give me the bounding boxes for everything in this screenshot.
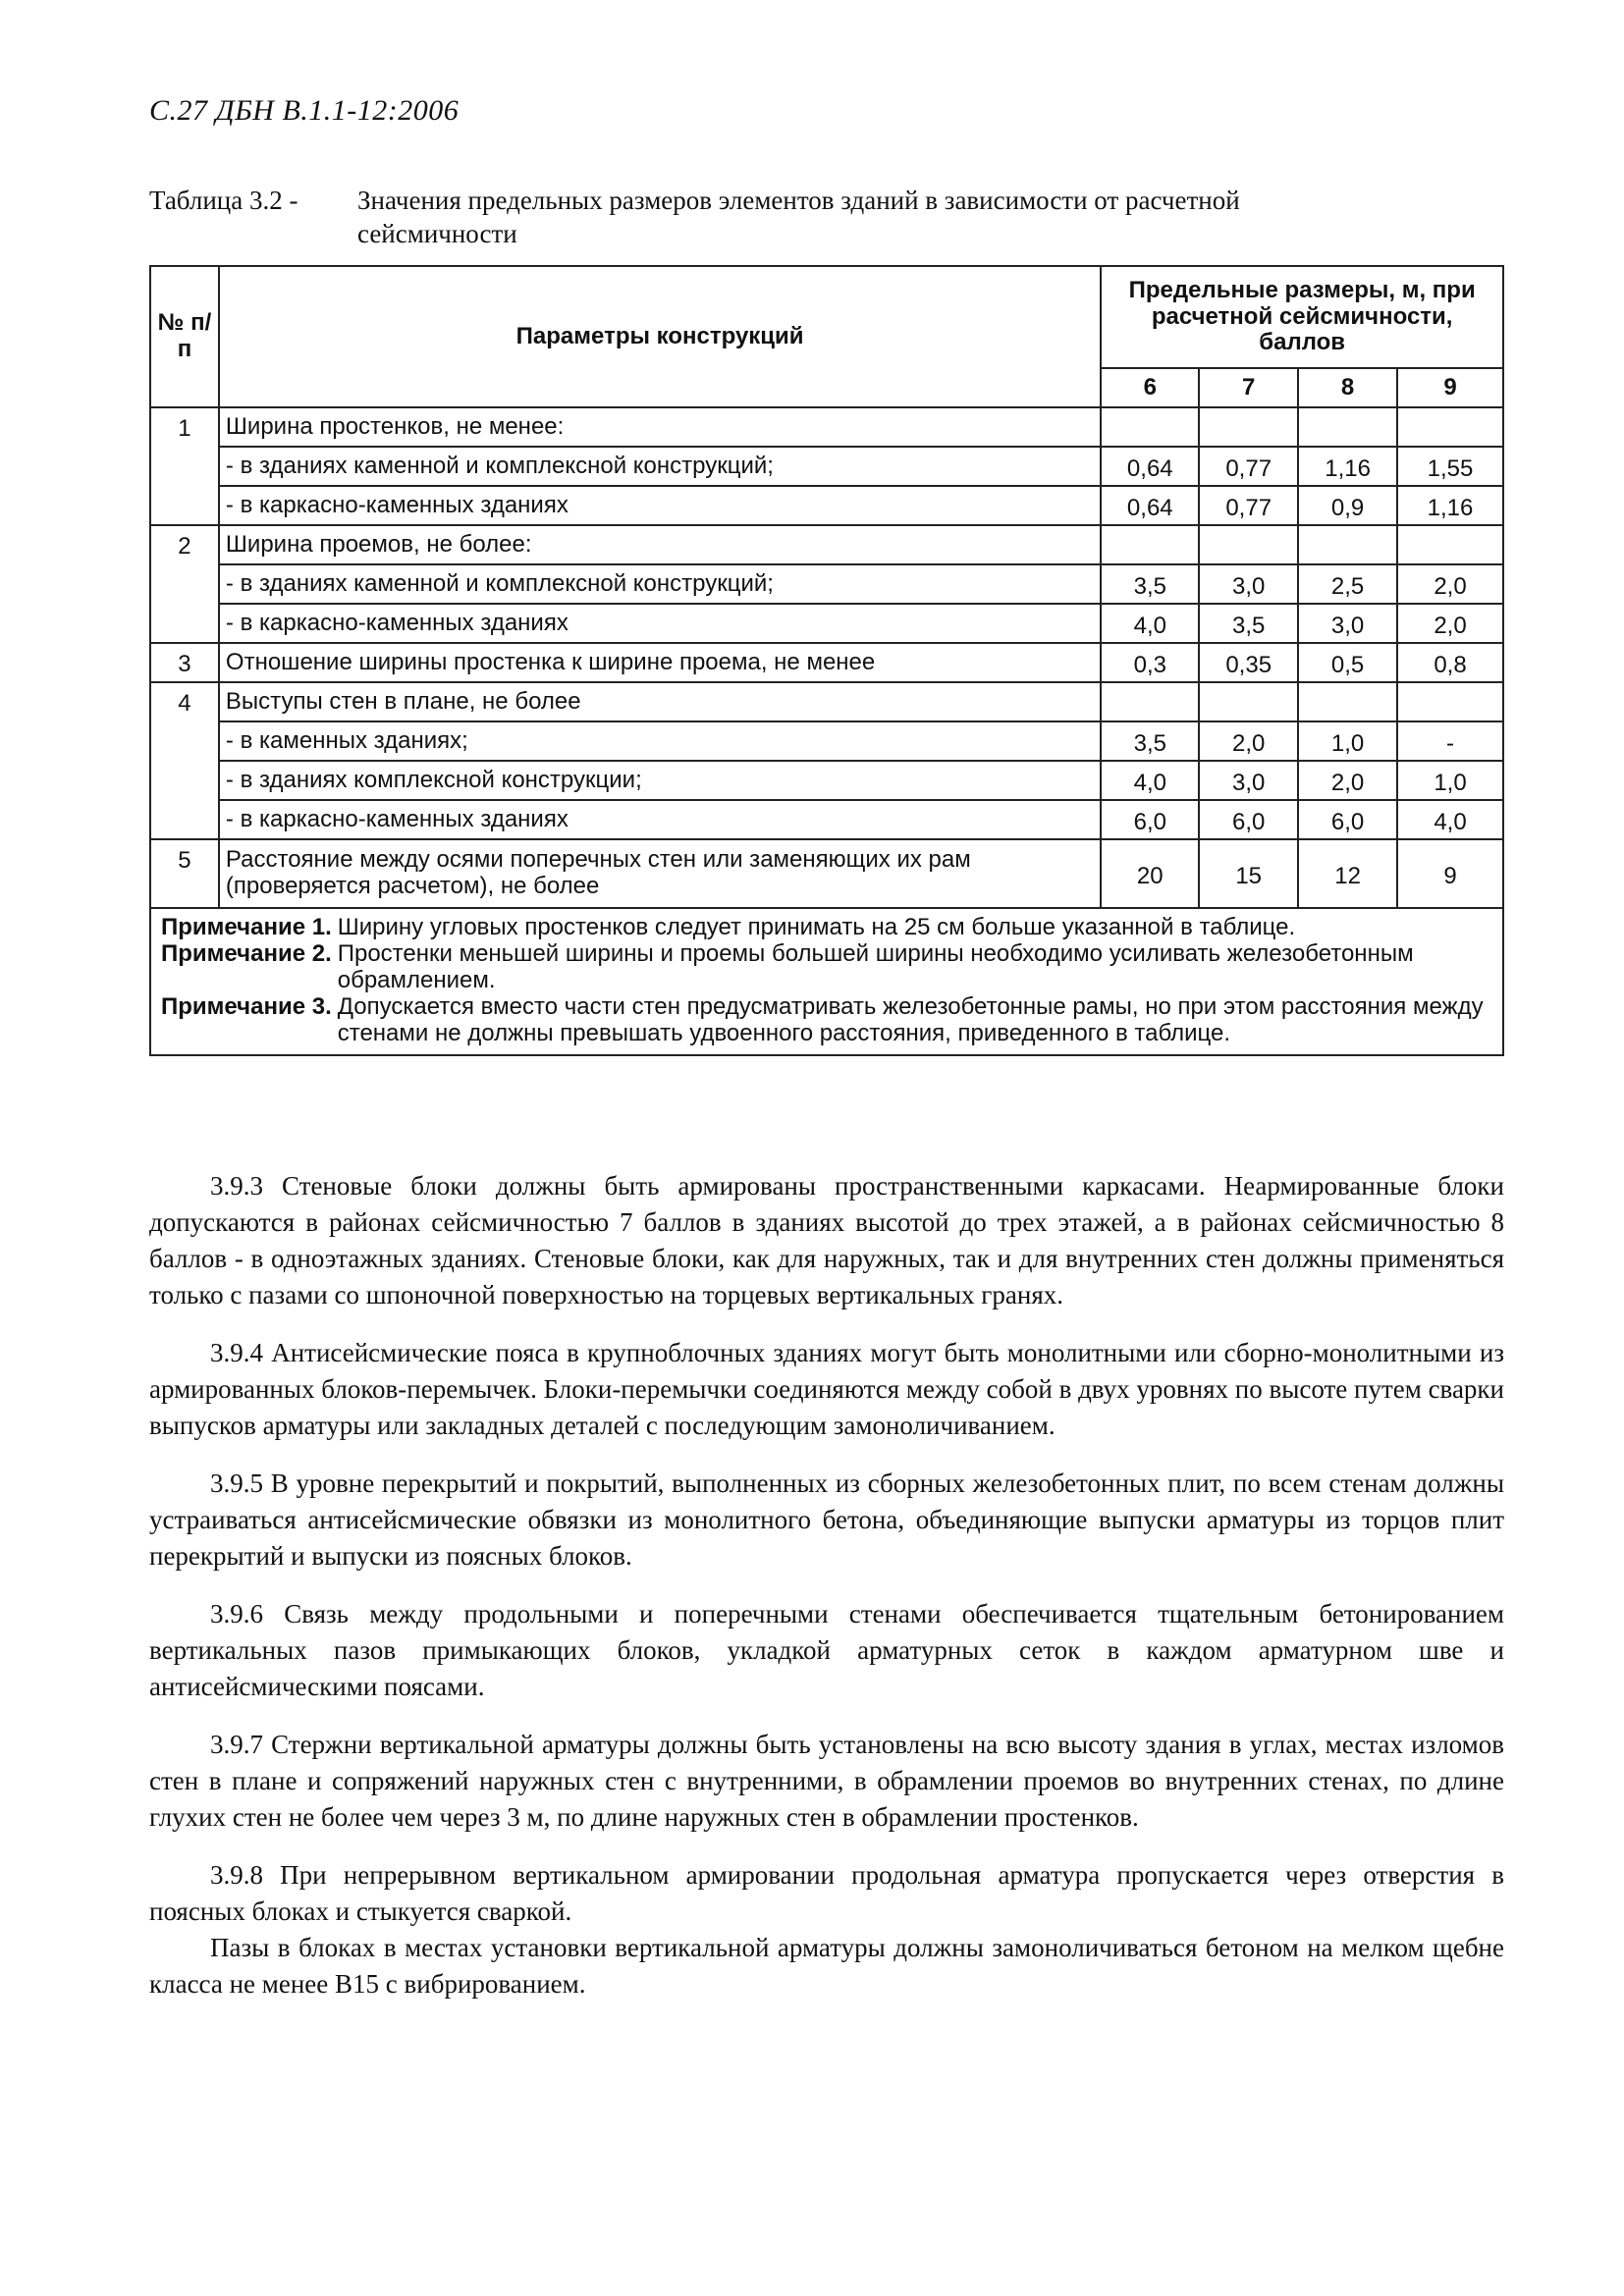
- value-8: 1,16: [1298, 447, 1397, 486]
- paragraph-3-9-8: 3.9.8 При непрерывном вертикальном армировании продольная арматура пропускается через отверстия в поясных блоках и стыкуется сваркой.: [149, 1860, 1504, 1926]
- value-8: 2,5: [1298, 564, 1397, 604]
- value-7: 0,77: [1199, 486, 1298, 525]
- group-title: Выступы стен в плане, не более: [219, 682, 1101, 721]
- value-6: 20: [1101, 839, 1199, 908]
- value-7: 0,35: [1199, 643, 1298, 682]
- param-label: - в каркасно-каменных зданиях: [219, 800, 1101, 839]
- value-9: 9: [1397, 839, 1503, 908]
- table-row: [150, 761, 1503, 800]
- param-label: Отношение ширины простенка к ширине проема, не менее: [219, 643, 1101, 682]
- value-9: 2,0: [1397, 564, 1503, 604]
- table-label: Таблица 3.2 -: [149, 186, 298, 215]
- table-row: [150, 800, 1503, 839]
- value-6: 0,64: [1101, 486, 1199, 525]
- value-7: 15: [1199, 839, 1298, 908]
- col-8-header: 8: [1298, 368, 1397, 407]
- table-title: Значения предельных размеров элементов зданий в зависимости от расчетной: [357, 186, 1240, 215]
- table-row: [150, 682, 1503, 721]
- paragraph-3-9-7: 3.9.7 Стержни вертикальной арматуры должны быть установлены на всю высоту здания в углах, местах изломов стен в плане и сопряжений наружных стен с внутренними, в обрамлении проемов во внутренних стенах, по длине глухих стен не более чем через 3 м, по длине наружных стен в обрамлении простенков.: [149, 1730, 1504, 1832]
- value-9: 4,0: [1397, 800, 1503, 839]
- col-9-header: 9: [1397, 368, 1503, 407]
- row-number: 2: [150, 525, 219, 643]
- col-limits-header: Предельные размеры, м, при расчетной сейсмичности, баллов: [1101, 266, 1503, 368]
- note-3: [161, 994, 1492, 1047]
- table-row: [150, 525, 1503, 564]
- note-label: Примечание 1.: [161, 914, 332, 940]
- value-6: 6,0: [1101, 800, 1199, 839]
- value-9: 1,0: [1397, 761, 1503, 800]
- value-7: 0,77: [1199, 447, 1298, 486]
- value-6: 0,64: [1101, 447, 1199, 486]
- value-7: 2,0: [1199, 721, 1298, 761]
- value-7: 6,0: [1199, 800, 1298, 839]
- table-row: [150, 839, 1503, 908]
- value-9: 2,0: [1397, 604, 1503, 643]
- row-number: 5: [150, 839, 219, 908]
- value-7: 3,0: [1199, 761, 1298, 800]
- value-8: 0,5: [1298, 643, 1397, 682]
- row-number: 4: [150, 682, 219, 839]
- value-9: 1,55: [1397, 447, 1503, 486]
- note-label: Примечание 2.: [161, 939, 332, 967]
- table-caption: [149, 185, 1504, 251]
- paragraph-3-9-6: 3.9.6 Связь между продольными и поперечными стенами обеспечивается тщательным бетонированием вертикальных пазов примыкающих блоков, укладкой арматурных сеток в каждом арматурном шве и антисейсмическими поясами.: [149, 1599, 1504, 1701]
- note-1: [161, 915, 1492, 941]
- param-label: Расстояние между осями поперечных стен или заменяющих их рам (проверяется расчетом), не более: [219, 839, 1101, 908]
- value-8: 3,0: [1298, 604, 1397, 643]
- col-num-header: № п/п: [150, 266, 219, 407]
- note-2: [161, 941, 1492, 994]
- col-params-header: Параметры конструкций: [219, 266, 1101, 407]
- value-9: -: [1397, 721, 1503, 761]
- notes-row: [150, 908, 1503, 1055]
- value-8: 6,0: [1298, 800, 1397, 839]
- group-title: Ширина простенков, не менее:: [219, 407, 1101, 447]
- table-row: [150, 604, 1503, 643]
- value-8: 12: [1298, 839, 1397, 908]
- value-9: 1,16: [1397, 486, 1503, 525]
- value-8: 0,9: [1298, 486, 1397, 525]
- group-title: Ширина проемов, не более:: [219, 525, 1101, 564]
- table-row: [150, 643, 1503, 682]
- row-number: 1: [150, 407, 219, 525]
- table-notes: [150, 908, 1503, 1055]
- table-row: [150, 447, 1503, 486]
- col-7-header: 7: [1199, 368, 1298, 407]
- value-6: 3,5: [1101, 721, 1199, 761]
- table-title-continued: сейсмичности: [357, 218, 517, 248]
- table-row: [150, 486, 1503, 525]
- paragraph-3-9-5: 3.9.5 В уровне перекрытий и покрытий, выполненных из сборных железобетонных плит, по всем стенам должны устраиваться антисейсмические обвязки из монолитного бетона, объединяющие выпуски арматуры из торцов плит перекрытий и выпуски из поясных блоков.: [149, 1468, 1504, 1571]
- note-text: Ширину угловых простенков следует принимать на 25 см больше указанной в таблице.: [337, 914, 1296, 940]
- value-6: 0,3: [1101, 643, 1199, 682]
- value-6: 3,5: [1101, 564, 1199, 604]
- note-label: Примечание 3.: [161, 992, 332, 1020]
- value-7: 3,0: [1199, 564, 1298, 604]
- param-label: - в каркасно-каменных зданиях: [219, 604, 1101, 643]
- body-text: [149, 1168, 1504, 2024]
- note-text: Простенки меньшей ширины и проемы большей ширины необходимо усиливать железобетонным обрамлением.: [337, 939, 1414, 993]
- table-row: [150, 721, 1503, 761]
- value-8: 2,0: [1298, 761, 1397, 800]
- paragraph-3-9-4: 3.9.4 Антисейсмические пояса в крупноблочных зданиях могут быть монолитными или сборно-монолитными из армированных блоков-перемычек. Блоки-перемычки соединяются между собой в двух уровнях по высоте путем сварки выпусков арматуры или закладных деталей с последующим замоноличиванием.: [149, 1338, 1504, 1440]
- paragraph-3-9-3: 3.9.3 Стеновые блоки должны быть армированы пространственными каркасами. Неармированные блоки допускаются в районах сейсмичностью 7 баллов в зданиях высотой до трех этажей, а в районах сейсмичностью 8 баллов - в одноэтажных зданиях. Стеновые блоки, как для наружных, так и для внутренних стен должны применяться только с пазами со шпоночной поверхностью на торцевых вертикальных гранях.: [149, 1171, 1504, 1309]
- value-9: 0,8: [1397, 643, 1503, 682]
- param-label: - в зданиях каменной и комплексной конструкций;: [219, 564, 1101, 604]
- param-label: - в зданиях комплексной конструкции;: [219, 761, 1101, 800]
- note-text: Допускается вместо части стен предусматривать железобетонные рамы, но при этом расстояния между стенами не должны превышать удвоенного расстояния, приведенного в таблице.: [337, 992, 1484, 1046]
- page-header: С.27 ДБН В.1.1-12:2006: [149, 94, 460, 127]
- table-row: [150, 407, 1503, 447]
- table-row: [150, 564, 1503, 604]
- param-label: - в зданиях каменной и комплексной конструкций;: [219, 447, 1101, 486]
- value-6: 4,0: [1101, 761, 1199, 800]
- row-number: 3: [150, 643, 219, 682]
- limits-table: [149, 265, 1504, 1056]
- value-7: 3,5: [1199, 604, 1298, 643]
- paragraph-3-9-8-continued: Пазы в блоках в местах установки вертикальной арматуры должны замоноличиваться бетоном на мелком щебне класса не менее В15 с вибрированием.: [149, 1933, 1504, 1999]
- col-6-header: 6: [1101, 368, 1199, 407]
- value-8: 1,0: [1298, 721, 1397, 761]
- param-label: - в каркасно-каменных зданиях: [219, 486, 1101, 525]
- param-label: - в каменных зданиях;: [219, 721, 1101, 761]
- value-6: 4,0: [1101, 604, 1199, 643]
